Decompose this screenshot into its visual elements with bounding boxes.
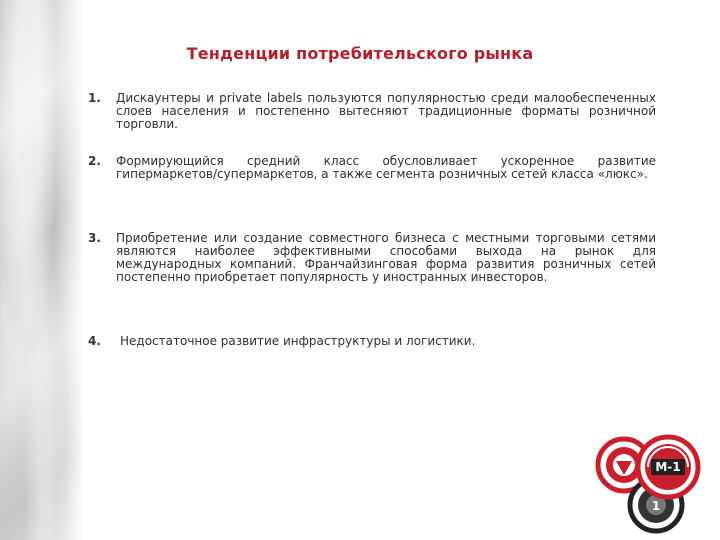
list-item-3 [88, 232, 656, 284]
list-item-number: 3. [88, 231, 101, 245]
list-item-number: 1. [88, 91, 101, 105]
m1-badge-text: M-1 [655, 460, 681, 474]
list-item-text: Приобретение или создание совместного бизнеса с местными торговыми сетями являются наиболее эффективными способами выхода на рынок для международных компаний. Франчайзинговая форма развития розничных сетей постепенно приобретает популярность у иностранных инвесторов. [116, 231, 656, 284]
list-item-text: Дискаунтеры и private labels пользуются популярностью среди малообеспеченных слоев населения и постепенно вытесняют традиционные форматы розничной торговли. [116, 91, 656, 131]
list-item-2 [88, 155, 656, 181]
list-item-text: Недостаточное развитие инфраструктуры и логистики. [120, 334, 476, 348]
background-texture [0, 0, 82, 540]
page-title: Тенденции потребительского рынка [186, 44, 534, 63]
list-item-1 [88, 92, 656, 131]
list-item-text: Формирующийся средний класс обусловливает ускоренное развитие гипермаркетов/супермаркетов, а также сегмента розничных сетей класса «люкс». [116, 154, 656, 181]
list-item-number: 4. [88, 334, 101, 348]
logo-badges [594, 425, 704, 535]
svg-text:1: 1 [651, 499, 661, 513]
list-item-number: 2. [88, 154, 101, 168]
m1-badge-logo [638, 437, 698, 497]
logo-cluster [594, 425, 704, 535]
list-item-4 [88, 335, 656, 348]
